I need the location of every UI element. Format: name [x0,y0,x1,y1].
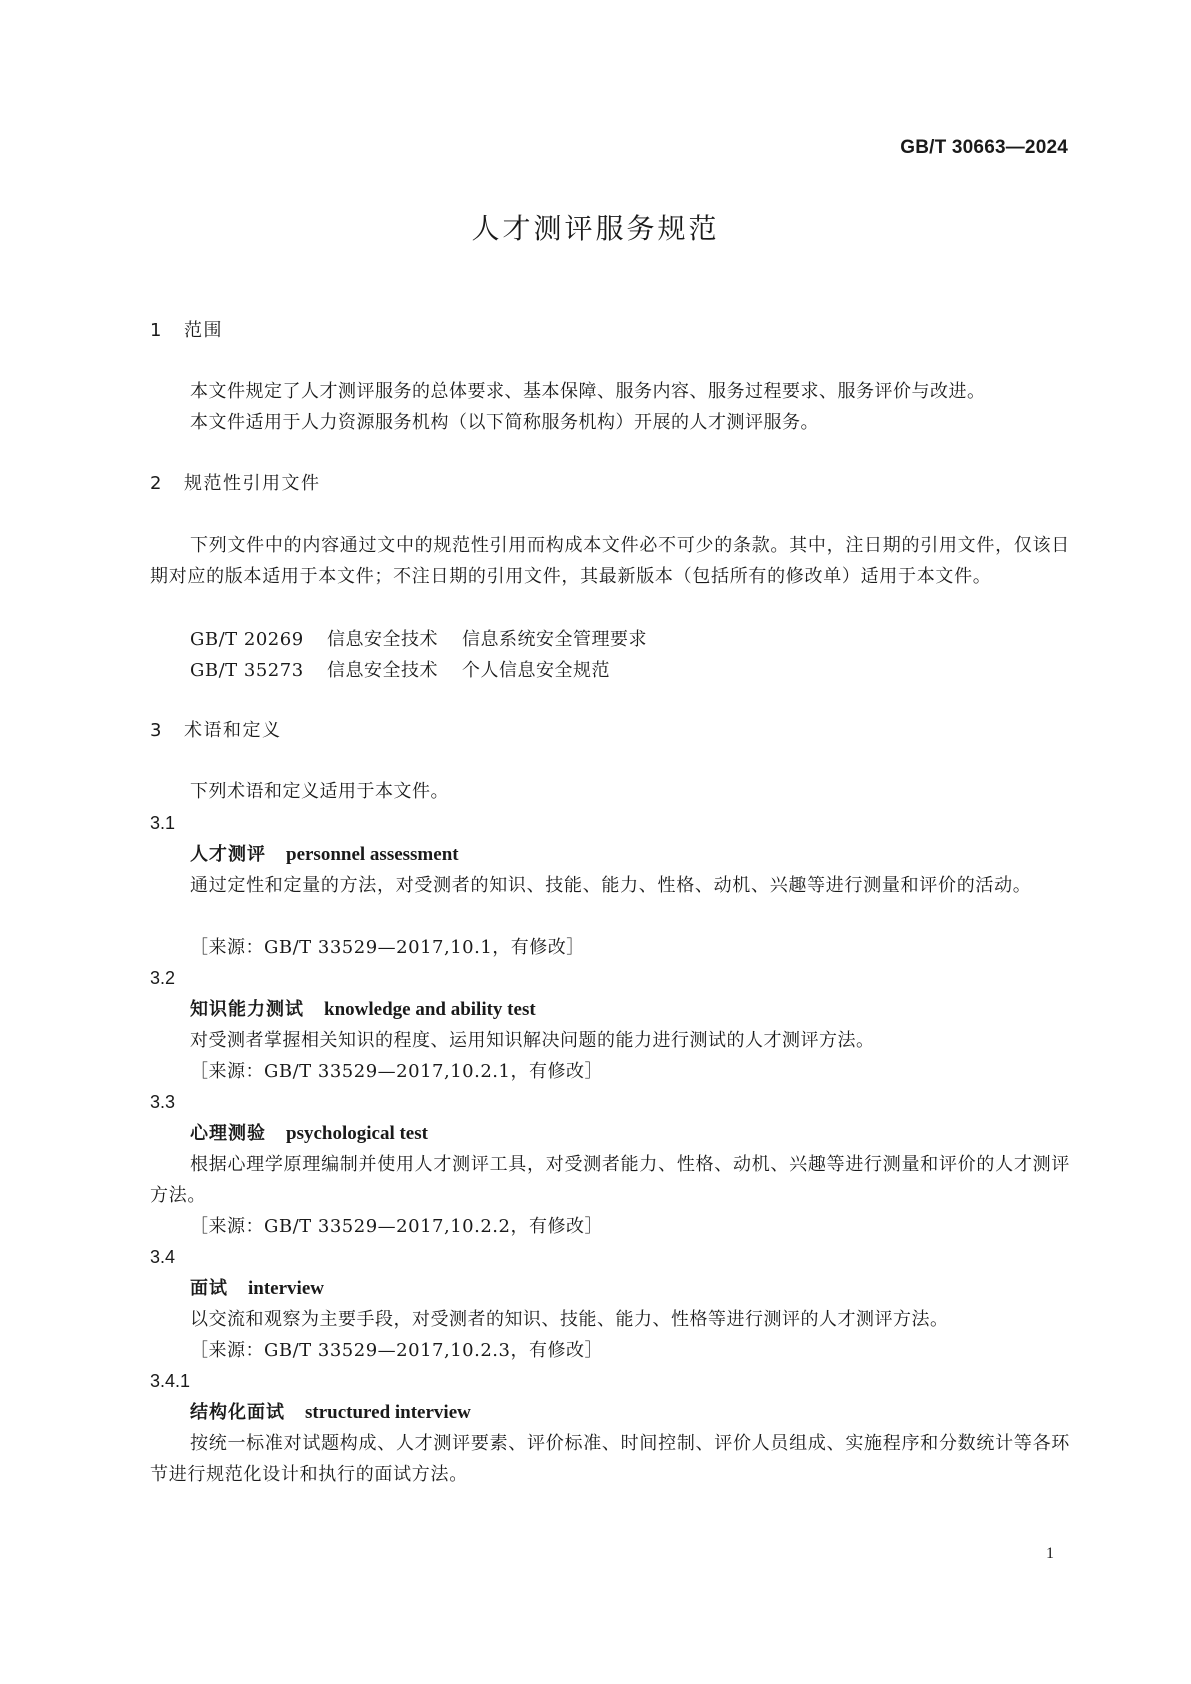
section-title: 术语和定义 [184,720,282,741]
section-2-heading [150,469,1070,499]
term-zh: 知识能力测试 [190,999,304,1020]
section-3-heading [150,716,1070,746]
term-heading [150,1273,1110,1304]
reference-title-part2: 信息系统安全管理要求 [462,629,647,650]
page-number: 1 [1046,1545,1054,1562]
normative-reference [150,624,1110,655]
term-en: knowledge and ability test [324,999,536,1020]
reference-code: GB/T 20269 [190,629,304,650]
paragraph: 本文件规定了人才测评服务的总体要求、基本保障、服务内容、服务过程要求、服务评价与改进。 [190,381,986,402]
term-zh: 结构化面试 [190,1402,285,1423]
term-number: 3.1 [150,813,176,833]
term-zh: 心理测验 [190,1123,266,1144]
section-1-heading [150,316,1070,346]
reference-title-part1: 信息安全技术 [327,660,438,681]
term-source: ［来源：GB/T 33529—2017,10.2.3，有修改］ [190,1340,603,1361]
term-en: structured interview [305,1402,471,1423]
term-number: 3.3 [150,1092,176,1112]
term-heading [150,1118,1110,1149]
paragraph: 本文件适用于人力资源服务机构（以下简称服务机构）开展的人才测评服务。 [190,412,819,433]
term-number: 3.4.1 [150,1371,191,1391]
term-en: personnel assessment [286,844,459,865]
term-definition: 对受测者掌握相关知识的程度、运用知识解决问题的能力进行测试的人才测评方法。 [190,1030,875,1051]
term-source: ［来源：GB/T 33529—2017,10.2.2，有修改］ [190,1216,603,1237]
term-heading [150,1397,1110,1428]
section-title: 范围 [184,320,223,341]
term-definition: 通过定性和定量的方法，对受测者的知识、技能、能力、性格、动机、兴趣等进行测量和评价的活动。 [190,875,1032,896]
reference-title-part1: 信息安全技术 [327,629,438,650]
section-title: 规范性引用文件 [184,473,321,494]
term-definition: 根据心理学原理编制并使用人才测评工具，对受测者能力、性格、动机、兴趣等进行测量和评价的人才测评方法。 [150,1154,1070,1206]
normative-reference [150,655,1110,686]
section-number: 3 [150,720,163,741]
reference-code: GB/T 35273 [190,660,304,681]
section-number: 2 [150,473,163,494]
term-number: 3.2 [150,968,176,988]
term-source: ［来源：GB/T 33529—2017,10.2.1，有修改］ [190,1061,603,1082]
document-title: 人才测评服务规范 [471,212,720,245]
term-source: ［来源：GB/T 33529—2017,10.1，有修改］ [190,937,585,958]
term-heading [150,994,1110,1025]
standard-number: GB/T 30663—2024 [900,137,1068,158]
term-zh: 面试 [190,1278,228,1299]
reference-title-part2: 个人信息安全规范 [462,660,610,681]
term-number: 3.4 [150,1247,176,1267]
term-en: psychological test [286,1123,428,1144]
term-definition: 以交流和观察为主要手段，对受测者的知识、技能、能力、性格等进行测评的人才测评方法。 [190,1309,949,1330]
term-zh: 人才测评 [190,844,266,865]
section-number: 1 [150,320,163,341]
term-en: interview [248,1278,324,1299]
term-heading [150,839,1110,870]
paragraph: 下列术语和定义适用于本文件。 [190,781,449,802]
paragraph: 下列文件中的内容通过文中的规范性引用而构成本文件必不可少的条款。其中，注日期的引用文件，仅该日期对应的版本适用于本文件；不注日期的引用文件，其最新版本（包括所有的修改单）适用于本文件。 [150,535,1070,587]
term-definition: 按统一标准对试题构成、人才测评要素、评价标准、时间控制、评价人员组成、实施程序和分数统计等各环节进行规范化设计和执行的面试方法。 [150,1433,1070,1485]
